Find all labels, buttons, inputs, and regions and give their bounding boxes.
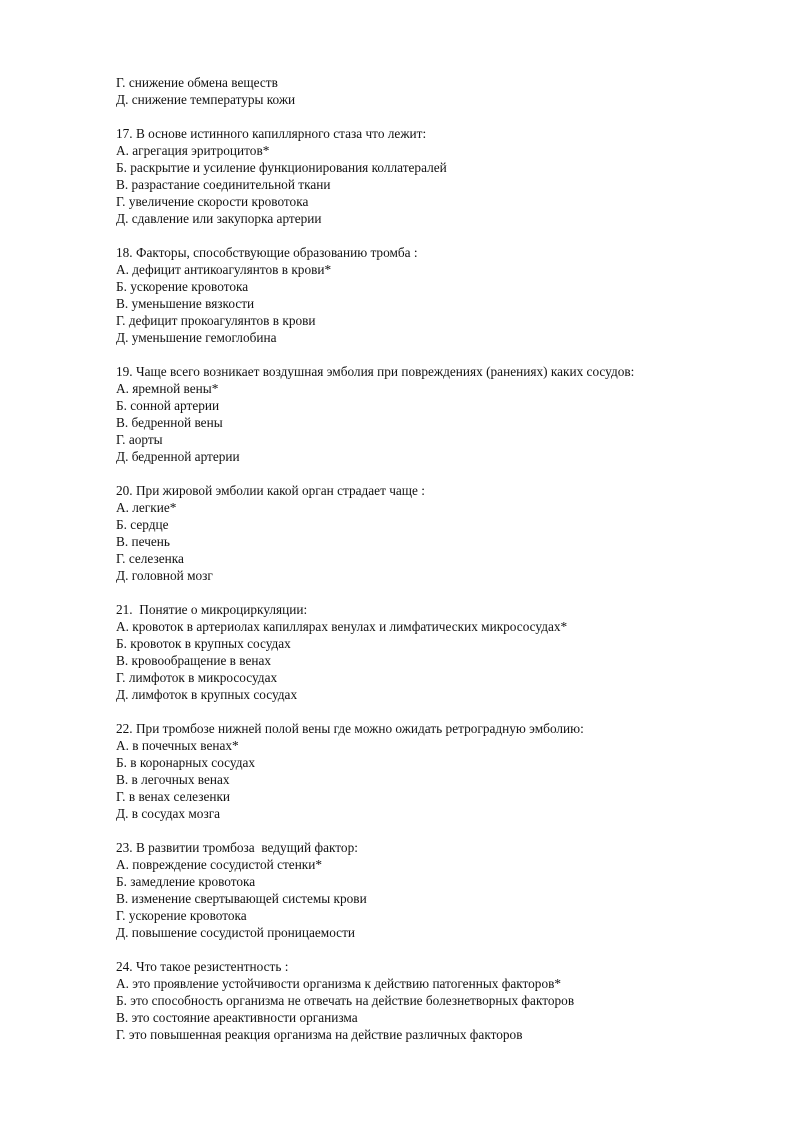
answer-option: Г. селезенка (116, 551, 184, 566)
answer-option: В. бедренной вены (116, 415, 223, 430)
answer-option: В. в легочных венах (116, 772, 230, 787)
question-20 (116, 482, 756, 584)
answer-option: Д. снижение температуры кожи (116, 92, 296, 107)
answer-option: Б. раскрытие и усиление функционирования коллатералей (116, 160, 447, 175)
question-text: 17. В основе истинного капиллярного стаза что лежит: (116, 126, 427, 141)
answer-option: Г. увеличение скорости кровотока (116, 194, 309, 209)
answer-option: Б. это способность организма не отвечать на действие болезнетворных факторов (116, 993, 575, 1008)
answer-option: А. яремной вены* (116, 381, 219, 396)
answer-option: В. печень (116, 534, 170, 549)
answer-option: Д. головной мозг (116, 568, 213, 583)
answer-option: В. кровообращение в венах (116, 653, 272, 668)
answer-option: Г. это повышенная реакция организма на действие различных факторов (116, 1027, 523, 1042)
answer-option: А. кровоток в артериолах капиллярах венулах и лимфатических микрососудах* (116, 619, 568, 634)
question-text: 21. Понятие о микроциркуляции: (116, 602, 308, 617)
answer-option: Г. снижение обмена веществ (116, 75, 278, 90)
question-24 (116, 958, 756, 1043)
answer-option: Д. бедренной артерии (116, 449, 240, 464)
question-text: 19. Чаще всего возникает воздушная эмболия при повреждениях (ранениях) каких сосудов: (116, 364, 635, 379)
answer-option: А. это проявление устойчивости организма к действию патогенных факторов* (116, 976, 562, 991)
answer-option: В. изменение свертывающей системы крови (116, 891, 367, 906)
question-text: 23. В развитии тромбоза ведущий фактор: (116, 840, 358, 855)
answer-option: А. агрегация эритроцитов* (116, 143, 270, 158)
question-text: 24. Что такое резистентность : (116, 959, 289, 974)
answer-option: Д. уменьшение гемоглобина (116, 330, 277, 345)
answer-option: Г. дефицит прокоагулянтов в крови (116, 313, 316, 328)
lead-in-options (116, 74, 756, 108)
answer-option: Б. ускорение кровотока (116, 279, 249, 294)
answer-option: А. повреждение сосудистой стенки* (116, 857, 323, 872)
answer-option: Б. в коронарных сосудах (116, 755, 256, 770)
question-17 (116, 125, 756, 227)
answer-option: Г. в венах селезенки (116, 789, 231, 804)
answer-option: Д. в сосудах мозга (116, 806, 221, 821)
question-22 (116, 720, 756, 822)
question-18 (116, 244, 756, 346)
question-text: 18. Факторы, способствующие образованию тромба : (116, 245, 418, 260)
question-23 (116, 839, 756, 941)
answer-option: Д. лимфоток в крупных сосудах (116, 687, 298, 702)
answer-option: Г. лимфоток в микрососудах (116, 670, 278, 685)
answer-option: В. разрастание соединительной ткани (116, 177, 331, 192)
question-19 (116, 363, 756, 465)
answer-option: Б. сердце (116, 517, 169, 532)
answer-option: А. в почечных венах* (116, 738, 239, 753)
answer-option: А. легкие* (116, 500, 177, 515)
answer-option: Д. сдавление или закупорка артерии (116, 211, 322, 226)
answer-option: Б. сонной артерии (116, 398, 220, 413)
question-text: 22. При тромбозе нижней полой вены где можно ожидать ретроградную эмболию: (116, 721, 584, 736)
answer-option: Б. кровоток в крупных сосудах (116, 636, 291, 651)
question-21 (116, 601, 756, 703)
document-page (116, 74, 756, 1043)
answer-option: Б. замедление кровотока (116, 874, 256, 889)
answer-option: А. дефицит антикоагулянтов в крови* (116, 262, 332, 277)
answer-option: В. уменьшение вязкости (116, 296, 255, 311)
answer-option: Г. ускорение кровотока (116, 908, 247, 923)
answer-option: Г. аорты (116, 432, 163, 447)
answer-option: Д. повышение сосудистой проницаемости (116, 925, 356, 940)
question-text: 20. При жировой эмболии какой орган страдает чаще : (116, 483, 425, 498)
answer-option: В. это состояние ареактивности организма (116, 1010, 358, 1025)
